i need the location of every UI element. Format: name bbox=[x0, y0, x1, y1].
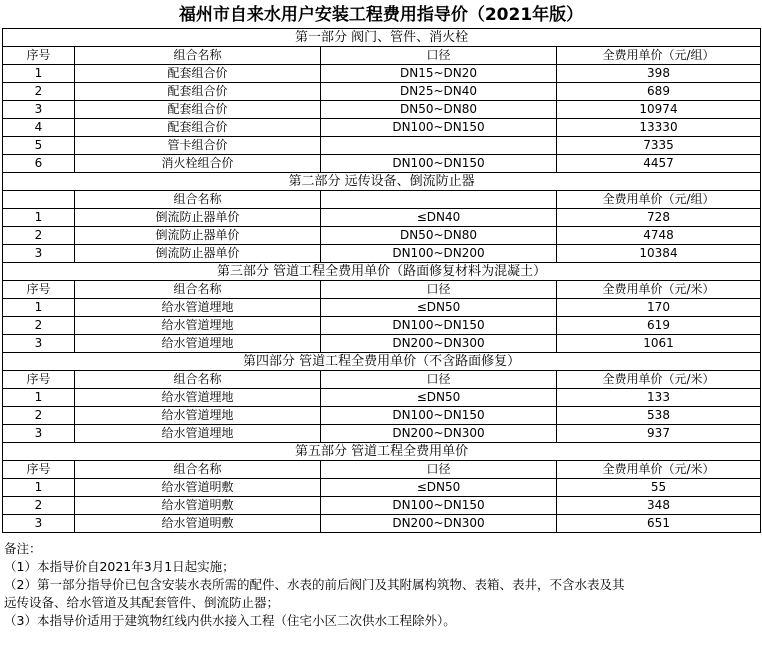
seq-cell: 1 bbox=[3, 479, 75, 497]
table-row bbox=[3, 389, 761, 407]
column-header: 全费用单价（元/米） bbox=[557, 281, 761, 299]
diameter-cell: DN100~DN150 bbox=[321, 317, 557, 335]
column-header: 组合名称 bbox=[75, 371, 321, 389]
column-header: 口径 bbox=[321, 461, 557, 479]
price-cell: 398 bbox=[557, 65, 761, 83]
name-cell: 给水管道埋地 bbox=[75, 389, 321, 407]
price-cell: 4748 bbox=[557, 227, 761, 245]
seq-cell: 3 bbox=[3, 245, 75, 263]
table-row bbox=[3, 137, 761, 155]
price-cell: 937 bbox=[557, 425, 761, 443]
seq-cell: 3 bbox=[3, 515, 75, 533]
name-cell: 配套组合价 bbox=[75, 83, 321, 101]
header-row bbox=[3, 461, 761, 479]
column-header: 序号 bbox=[3, 47, 75, 65]
seq-cell: 3 bbox=[3, 335, 75, 353]
table-row bbox=[3, 425, 761, 443]
table-row bbox=[3, 317, 761, 335]
section-title-row bbox=[3, 353, 761, 371]
section-title: 第五部分 管道工程全费用单价 bbox=[3, 443, 761, 461]
table-row bbox=[3, 227, 761, 245]
name-cell: 给水管道明敷 bbox=[75, 497, 321, 515]
price-cell: 7335 bbox=[557, 137, 761, 155]
column-header: 全费用单价（元/米） bbox=[557, 461, 761, 479]
column-header: 序号 bbox=[3, 461, 75, 479]
diameter-cell: ≤DN50 bbox=[321, 479, 557, 497]
seq-cell: 2 bbox=[3, 407, 75, 425]
table-row bbox=[3, 299, 761, 317]
diameter-cell: DN50~DN80 bbox=[321, 101, 557, 119]
price-cell: 538 bbox=[557, 407, 761, 425]
column-header: 口径 bbox=[321, 371, 557, 389]
price-cell: 1061 bbox=[557, 335, 761, 353]
diameter-cell: DN100~DN150 bbox=[321, 407, 557, 425]
diameter-cell: ≤DN40 bbox=[321, 209, 557, 227]
section-title-row bbox=[3, 263, 761, 281]
section-title-row bbox=[3, 173, 761, 191]
name-cell: 倒流防止器单价 bbox=[75, 227, 321, 245]
name-cell: 给水管道埋地 bbox=[75, 407, 321, 425]
column-header: 序号 bbox=[3, 281, 75, 299]
seq-cell: 2 bbox=[3, 317, 75, 335]
column-header: 组合名称 bbox=[75, 281, 321, 299]
column-header: 全费用单价（元/组） bbox=[557, 47, 761, 65]
column-header: 组合名称 bbox=[75, 47, 321, 65]
name-cell: 倒流防止器单价 bbox=[75, 209, 321, 227]
diameter-cell: DN100~DN200 bbox=[321, 245, 557, 263]
name-cell: 消火栓组合价 bbox=[75, 155, 321, 173]
column-header: 全费用单价（元/米） bbox=[557, 371, 761, 389]
name-cell: 给水管道明敷 bbox=[75, 515, 321, 533]
table-row bbox=[3, 407, 761, 425]
seq-cell: 2 bbox=[3, 497, 75, 515]
seq-cell: 4 bbox=[3, 119, 75, 137]
table-row bbox=[3, 497, 761, 515]
section-title-row bbox=[3, 29, 761, 47]
price-cell: 4457 bbox=[557, 155, 761, 173]
header-row bbox=[3, 47, 761, 65]
note-line: （3）本指导价适用于建筑物红线内供水接入工程（住宅小区二次供水工程除外）。 bbox=[4, 613, 456, 628]
seq-cell: 2 bbox=[3, 227, 75, 245]
table-row bbox=[3, 209, 761, 227]
diameter-cell: DN200~DN300 bbox=[321, 425, 557, 443]
diameter-cell: DN100~DN150 bbox=[321, 497, 557, 515]
seq-cell: 1 bbox=[3, 209, 75, 227]
diameter-cell: DN50~DN80 bbox=[321, 227, 557, 245]
column-header bbox=[321, 191, 557, 209]
column-header: 口径 bbox=[321, 47, 557, 65]
column-header: 口径 bbox=[321, 281, 557, 299]
price-table bbox=[2, 28, 761, 533]
price-cell: 728 bbox=[557, 209, 761, 227]
header-row bbox=[3, 191, 761, 209]
table-row bbox=[3, 515, 761, 533]
name-cell: 管卡组合价 bbox=[75, 137, 321, 155]
table-row bbox=[3, 83, 761, 101]
diameter-cell: DN25~DN40 bbox=[321, 83, 557, 101]
price-cell: 133 bbox=[557, 389, 761, 407]
diameter-cell: ≤DN50 bbox=[321, 389, 557, 407]
table-row bbox=[3, 335, 761, 353]
price-table-body bbox=[3, 29, 761, 533]
header-row bbox=[3, 371, 761, 389]
price-cell: 10974 bbox=[557, 101, 761, 119]
price-cell: 170 bbox=[557, 299, 761, 317]
note-line: （1）本指导价自2021年3月1日起实施； bbox=[4, 559, 235, 574]
column-header: 序号 bbox=[3, 371, 75, 389]
seq-cell: 5 bbox=[3, 137, 75, 155]
notes bbox=[4, 540, 758, 630]
seq-cell: 3 bbox=[3, 425, 75, 443]
note-line: 远传设备、给水管道及其配套管件、倒流防止器； bbox=[4, 595, 280, 610]
diameter-cell bbox=[321, 137, 557, 155]
section-title-row bbox=[3, 443, 761, 461]
name-cell: 给水管道埋地 bbox=[75, 335, 321, 353]
table-row bbox=[3, 479, 761, 497]
seq-cell: 1 bbox=[3, 65, 75, 83]
diameter-cell: DN15~DN20 bbox=[321, 65, 557, 83]
table-row bbox=[3, 155, 761, 173]
column-header: 全费用单价（元/组） bbox=[557, 191, 761, 209]
diameter-cell: DN100~DN150 bbox=[321, 119, 557, 137]
name-cell: 给水管道埋地 bbox=[75, 317, 321, 335]
diameter-cell: DN100~DN150 bbox=[321, 155, 557, 173]
name-cell: 倒流防止器单价 bbox=[75, 245, 321, 263]
name-cell: 配套组合价 bbox=[75, 101, 321, 119]
price-cell: 10384 bbox=[557, 245, 761, 263]
note-line: （2）第一部分指导价已包含安装水表所需的配件、水表的前后阀门及其附属构筑物、表箱、表井，不含水表及其 bbox=[4, 577, 625, 592]
name-cell: 给水管道埋地 bbox=[75, 299, 321, 317]
diameter-cell: DN200~DN300 bbox=[321, 335, 557, 353]
name-cell: 配套组合价 bbox=[75, 119, 321, 137]
diameter-cell: ≤DN50 bbox=[321, 299, 557, 317]
seq-cell: 1 bbox=[3, 299, 75, 317]
price-cell: 651 bbox=[557, 515, 761, 533]
section-title: 第一部分 阀门、管件、消火栓 bbox=[3, 29, 761, 47]
table-row bbox=[3, 119, 761, 137]
section-title: 第四部分 管道工程全费用单价（不含路面修复） bbox=[3, 353, 761, 371]
seq-cell: 1 bbox=[3, 389, 75, 407]
page-title: 福州市自来水用户安装工程费用指导价（2021年版） bbox=[178, 5, 584, 25]
price-cell: 689 bbox=[557, 83, 761, 101]
table-row bbox=[3, 101, 761, 119]
table-row bbox=[3, 245, 761, 263]
price-cell: 55 bbox=[557, 479, 761, 497]
price-cell: 348 bbox=[557, 497, 761, 515]
column-header: 组合名称 bbox=[75, 461, 321, 479]
seq-cell: 3 bbox=[3, 101, 75, 119]
seq-cell: 2 bbox=[3, 83, 75, 101]
notes-heading: 备注： bbox=[4, 541, 42, 556]
section-title: 第二部分 远传设备、倒流防止器 bbox=[3, 173, 761, 191]
section-title: 第三部分 管道工程全费用单价（路面修复材料为混凝土） bbox=[3, 263, 761, 281]
price-cell: 619 bbox=[557, 317, 761, 335]
column-header bbox=[3, 191, 75, 209]
diameter-cell: DN200~DN300 bbox=[321, 515, 557, 533]
name-cell: 配套组合价 bbox=[75, 65, 321, 83]
column-header: 组合名称 bbox=[75, 191, 321, 209]
seq-cell: 6 bbox=[3, 155, 75, 173]
name-cell: 给水管道埋地 bbox=[75, 425, 321, 443]
table-row bbox=[3, 65, 761, 83]
header-row bbox=[3, 281, 761, 299]
name-cell: 给水管道明敷 bbox=[75, 479, 321, 497]
price-cell: 13330 bbox=[557, 119, 761, 137]
